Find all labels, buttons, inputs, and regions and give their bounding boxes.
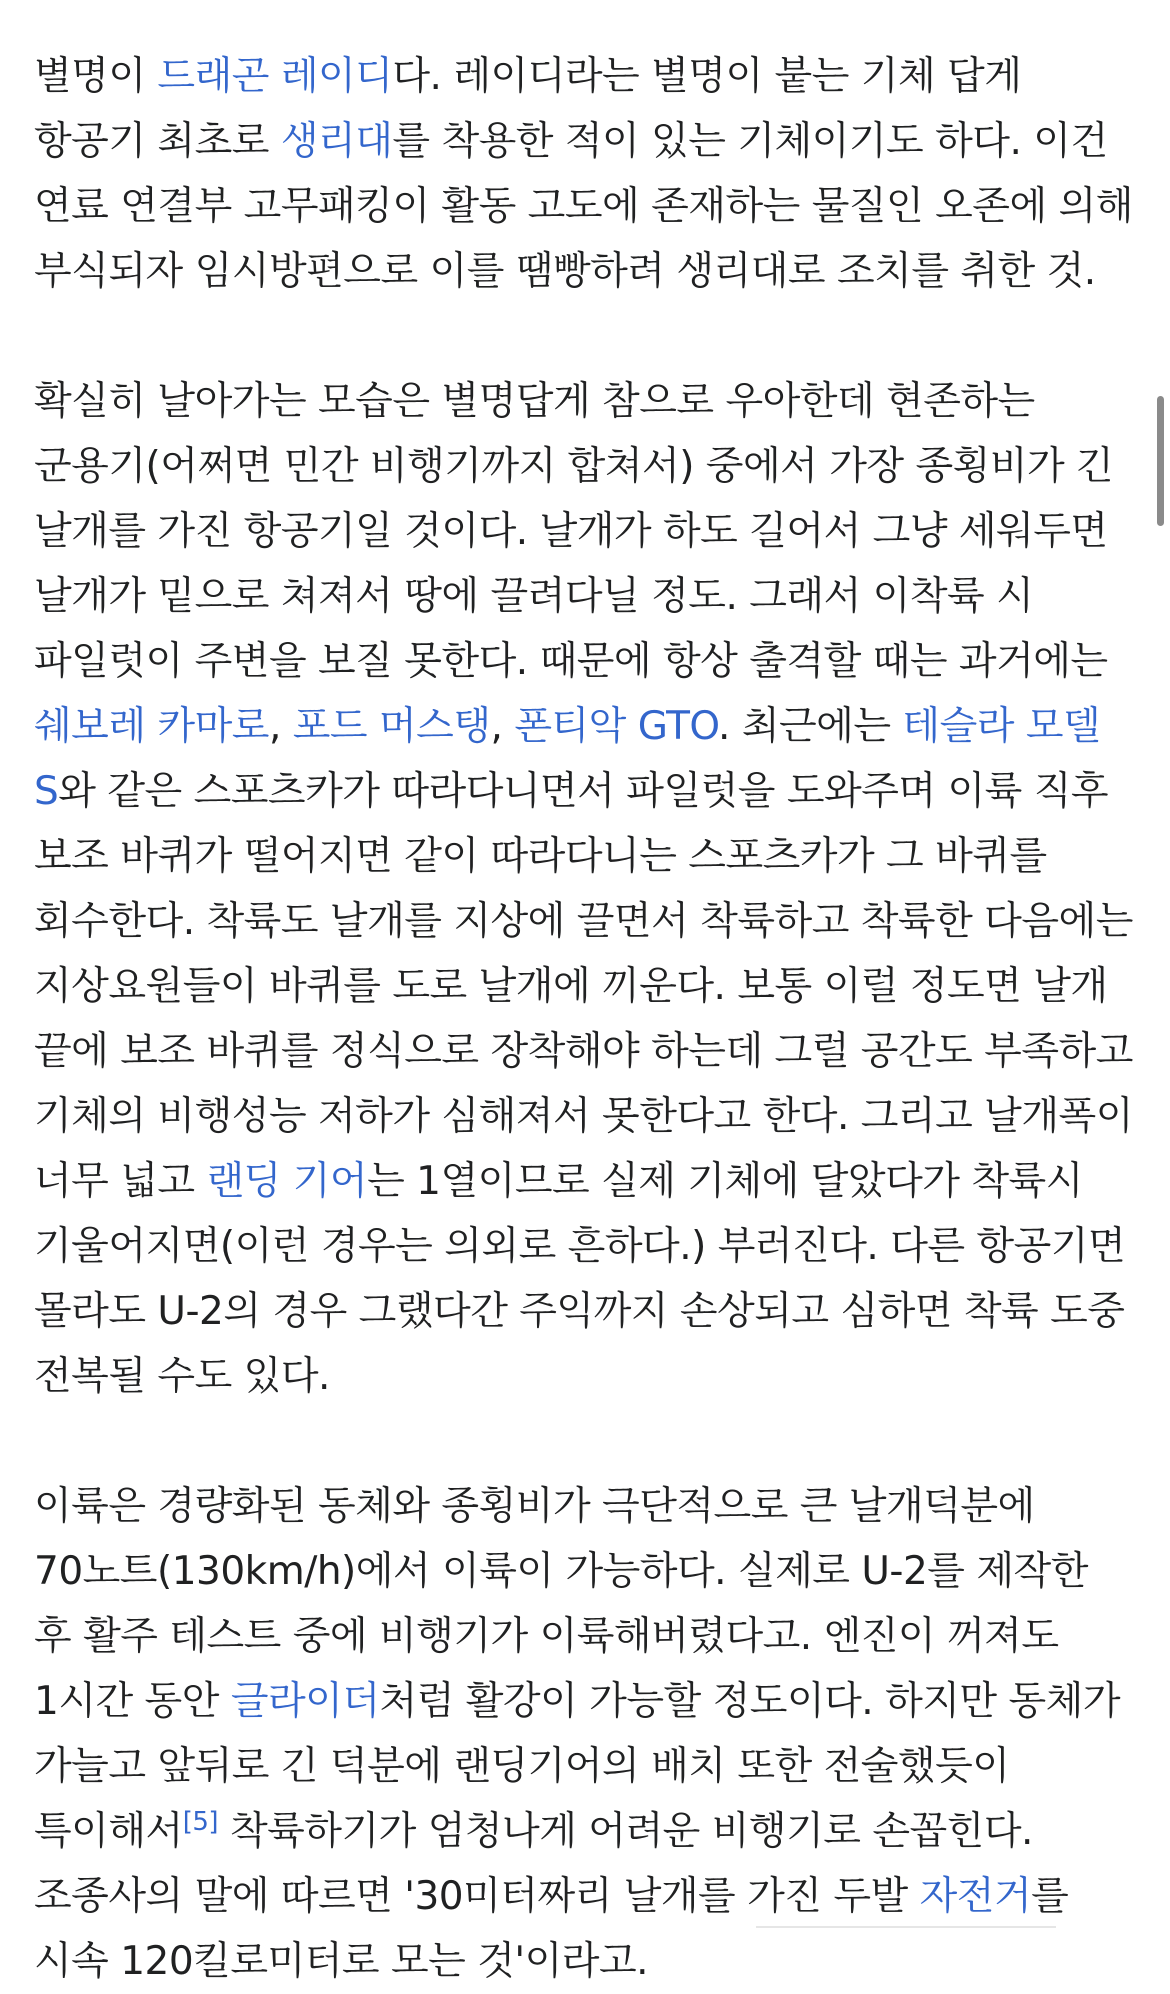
article-body (34, 44, 1134, 1994)
p2-separator-1: , (268, 704, 293, 749)
p2-text-2: . 최근에는 (718, 704, 903, 749)
paragraph-wings (34, 369, 1134, 1409)
vertical-scrollbar[interactable] (1157, 396, 1164, 526)
p3-text-4: 를 시속 120킬로미터로 모는 것'이라고. (34, 1874, 1069, 1984)
link-glider[interactable]: 글라이더 (230, 1679, 380, 1724)
bottom-divider (756, 1926, 1056, 1928)
paragraph-takeoff (34, 1474, 1134, 1994)
footnote-ref-5[interactable]: [5] (182, 1807, 219, 1837)
p3-text-1: 이륙은 경량화된 동체와 종횡비가 극단적으로 큰 날개덕분에 70노트(130km/h)에서 이륙이 가능하다. 실제로 U-2를 제작한 후 활주 테스트 중에 비행기가 이륙해버렸다고. 엔진이 꺼져도 1시간 동안 (34, 1484, 1088, 1724)
link-ford-mustang[interactable]: 포드 머스탱 (292, 704, 491, 749)
p3-text-3: 착륙하기가 엄청나게 어려운 비행기로 손꼽힌다. 조종사의 말에 따르면 '30미터짜리 날개를 가진 두발 (34, 1809, 1033, 1919)
p1-text-3: 를 착용한 적이 있는 기체이기도 하다. 이건 연료 연결부 고무패킹이 활동 고도에 존재하는 물질인 오존에 의해 부식되자 임시방편으로 이를 땜빵하려 생리대로 조치를 취한 것. (34, 119, 1133, 294)
link-pontiac-gto[interactable]: 폰티악 GTO (514, 704, 719, 749)
p2-text-3: 와 같은 스포츠카가 따라다니면서 파일럿을 도와주며 이륙 직후 보조 바퀴가 떨어지면 같이 따라다니는 스포츠카가 그 바퀴를 회수한다. 착륙도 날개를 지상에 끌면서 착륙하고 착륙한 다음에는 지상요원들이 바퀴를 도로 날개에 끼운다. 보통 이럴 정도면 날개 끝에 보조 바퀴를 정식으로 장착해야 하는데 그럴 공간도 부족하고 기체의 비행성능 저하가 심해져서 못한다고 한다. 그리고 날개폭이 너무 넓고 (34, 769, 1133, 1204)
p1-text-1: 별명이 (34, 54, 158, 99)
p3-text-2: 처럼 활강이 가능할 정도이다. 하지만 동체가 가늘고 앞뒤로 긴 덕분에 랜딩기어의 배치 또한 전술했듯이 특이해서 (34, 1679, 1121, 1854)
link-chevrolet-camaro[interactable]: 쉐보레 카마로 (34, 704, 269, 749)
p2-separator-2: , (490, 704, 515, 749)
link-tesla-model-s[interactable]: 테슬라 모델 S (34, 704, 1101, 814)
paragraph-nickname (34, 44, 1134, 304)
p2-text-4: 는 1열이므로 실제 기체에 달았다가 착륙시 기울어지면(이런 경우는 의외로 흔하다.) 부러진다. 다른 항공기면 몰라도 U-2의 경우 그랬다간 주익까지 손상되고 심하면 착륙 도중 전복될 수도 있다. (34, 1159, 1126, 1399)
link-dragon-lady[interactable]: 드래곤 레이디 (157, 54, 393, 99)
link-sanitary-pad[interactable]: 생리대 (280, 119, 393, 164)
p2-text-1: 확실히 날아가는 모습은 별명답게 참으로 우아한데 현존하는 군용기(어쩌면 민간 비행기까지 합쳐서) 중에서 가장 종횡비가 긴 날개를 가진 항공기일 것이다. 날개가 하도 길어서 그냥 세워두면 날개가 밑으로 쳐져서 땅에 끌려다닐 정도. 그래서 이착륙 시 파일럿이 주변을 보질 못한다. 때문에 항상 출격할 때는 과거에는 (34, 379, 1114, 684)
p1-text-2: 다. 레이디라는 별명이 붙는 기체 답게 항공기 최초로 (34, 54, 1022, 164)
link-landing-gear[interactable]: 랜딩 기어 (206, 1159, 368, 1204)
link-bicycle[interactable]: 자전거 (919, 1874, 1032, 1919)
